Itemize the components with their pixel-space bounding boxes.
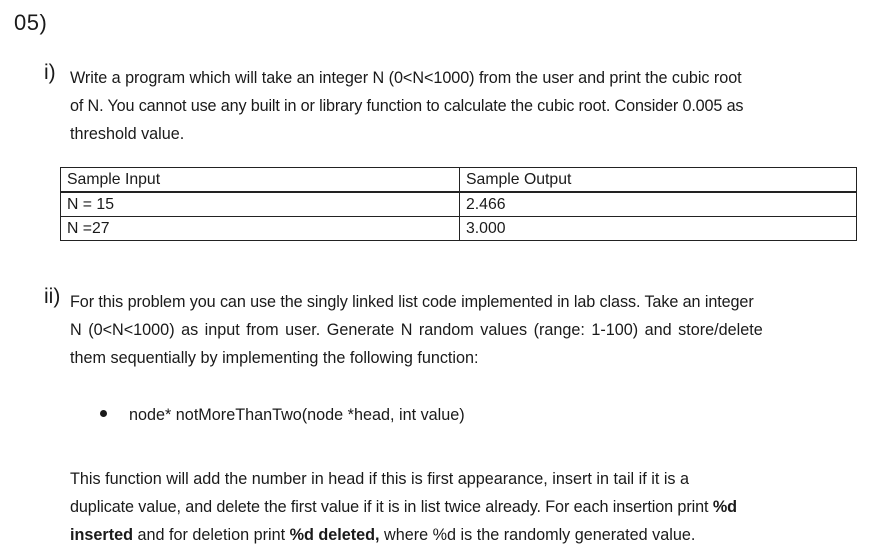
table-cell: 2.466 xyxy=(460,192,857,217)
desc-line xyxy=(70,521,850,549)
table-header-cell: Sample Input xyxy=(61,168,460,193)
sample-io-table xyxy=(60,167,857,241)
part-one-line: Write a program which will take an integer N (0<N<1000) from the user and print the cubic root xyxy=(70,69,742,87)
part-one-text xyxy=(70,64,850,148)
desc-line: This function will add the number in head if this is first appearance, insert in tail if it is a xyxy=(70,470,690,488)
desc-bold: inserted xyxy=(70,526,133,544)
part-one-line: threshold value. xyxy=(70,125,185,143)
desc-bold: %d xyxy=(712,498,737,516)
bullet-icon xyxy=(100,410,107,417)
part-two-line: For this problem you can use the singly linked list code implemented in lab class. Take an integer xyxy=(70,293,754,311)
part-two-text xyxy=(70,288,850,372)
desc-text: and for deletion print xyxy=(137,526,286,544)
part-two-label: ii) xyxy=(44,285,61,308)
function-signature: node* notMoreThanTwo(node *head, int value) xyxy=(129,406,465,424)
table-header-row xyxy=(61,168,857,193)
function-bullet xyxy=(100,401,465,429)
function-description xyxy=(70,465,850,549)
desc-line xyxy=(70,493,850,521)
part-one-label: i) xyxy=(44,61,56,84)
table-cell: 3.000 xyxy=(460,217,857,241)
part-two-line: them sequentially by implementing the following function: xyxy=(70,349,479,367)
desc-bold: %d deleted, xyxy=(289,526,380,544)
table-cell: N =27 xyxy=(61,217,460,241)
table-cell: N = 15 xyxy=(61,192,460,217)
table-header-cell: Sample Output xyxy=(460,168,857,193)
table-row xyxy=(61,192,857,217)
part-two-line: N (0<N<1000) as input from user. Generate N random values (range: 1-100) and store/delete xyxy=(70,321,763,339)
table-row xyxy=(61,217,857,241)
desc-text: duplicate value, and delete the first value if it is in list twice already. For each insertion print xyxy=(70,498,709,516)
part-one-line: of N. You cannot use any built in or library function to calculate the cubic root. Consider 0.005 as xyxy=(70,97,744,115)
desc-text: where %d is the randomly generated value. xyxy=(384,526,696,544)
question-number: 05) xyxy=(14,10,48,35)
